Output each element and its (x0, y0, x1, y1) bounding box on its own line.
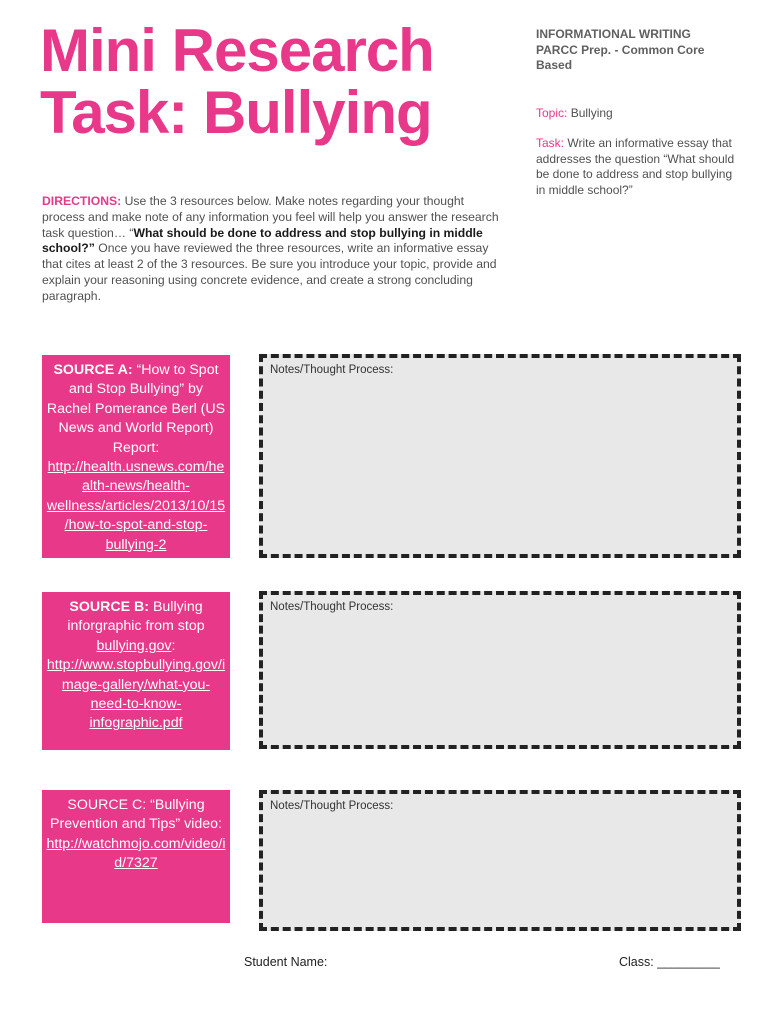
task-label: Task: (536, 136, 565, 150)
source-b-link-2[interactable]: http://www.stopbullying.gov/image-gallery/what-you-need-to-know-infographic.pdf (46, 657, 226, 732)
topic-line (536, 106, 736, 122)
source-b-label: SOURCE B: (69, 599, 149, 615)
directions-label: DIRECTIONS: (42, 194, 122, 208)
writing-type-line-1: INFORMATIONAL WRITING (536, 27, 691, 41)
notes-label-b: Notes/Thought Process: (270, 601, 394, 613)
source-a-box (42, 355, 230, 558)
page-title (40, 17, 510, 146)
title-line-1: Mini Research (40, 17, 434, 84)
notes-label-c: Notes/Thought Process: (270, 800, 394, 812)
title-line-2: Task: Bullying (40, 79, 432, 146)
notes-box-c[interactable] (259, 790, 741, 931)
notes-box-b[interactable] (259, 591, 741, 749)
source-c-text: SOURCE C: “Bullying Prevention and Tips” video: (50, 797, 222, 833)
source-c-link[interactable]: http://watchmojo.com/video/id/7327 (46, 835, 226, 872)
source-a-text: “How to Spot and Stop Bullying” by Rachel Pomerance Berl (US News and World Report) Report: (46, 362, 226, 456)
source-b-box: SOURCE B: Bullying inforgraphic from stop bullying.gov: http://www.stopbullying.gov/image-gallery/what-you-need-to-know-infographic.pdf (42, 592, 230, 750)
source-a-link[interactable]: http://health.usnews.com/health-news/health-wellness/articles/2013/10/15/how-to-spot-and-stop-bullying-2 (46, 459, 226, 553)
topic-label: Topic: (536, 105, 568, 120)
source-b-text: Bullying inforgraphic from stop (67, 599, 205, 635)
task-value: Write an informative essay that addresses the question “What should be done to address and stop bullying in middle school?” (536, 136, 735, 197)
topic-value: Bullying (570, 105, 613, 120)
writing-type-line-2: PARCC Prep. - Common Core Based (536, 42, 705, 72)
notes-box-a[interactable] (259, 354, 741, 558)
class-field[interactable]: Class: _________ (619, 955, 720, 969)
research-question: What should be done to address and stop bullying in middle school?” (42, 225, 483, 256)
directions (42, 194, 504, 305)
notes-label-a: Notes/Thought Process: (270, 364, 394, 376)
directions-text-2: Once you have reviewed the three resources, write an informative essay that cites at least 2 of the 3 resources. Be sure you introduce your topic, provide and explain your reasoning using concrete evidence, and create a strong concluding paragraph. (42, 241, 497, 303)
assignment-info (536, 27, 736, 198)
source-c-box (42, 790, 230, 923)
student-name-field[interactable]: Student Name: (244, 955, 328, 969)
source-b-link-1[interactable]: bullying.gov (96, 637, 172, 654)
writing-type-heading (536, 27, 736, 74)
task-line (536, 136, 736, 198)
source-a-label: SOURCE A: (53, 362, 133, 378)
directions-text-1: Use the 3 resources below. Make notes regarding your thought process and make note of any information you feel will help you answer the research task question… “ (42, 194, 499, 240)
